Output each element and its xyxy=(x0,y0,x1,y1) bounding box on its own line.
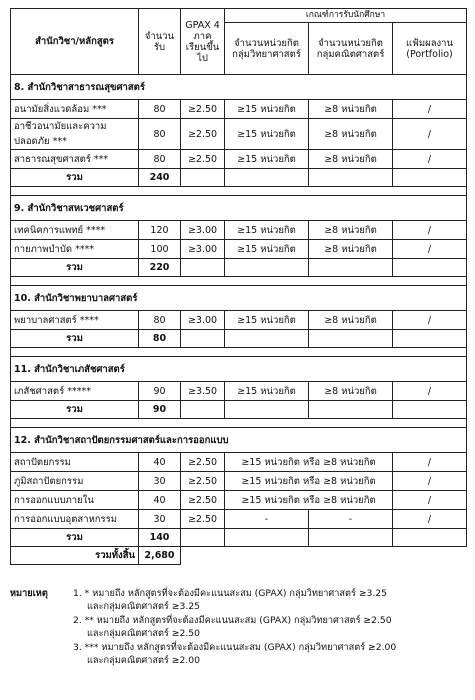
program-name: เทคนิคการแพทย์ **** xyxy=(11,221,139,240)
program-name: อาชีวอนามัยและความปลอดภัย *** xyxy=(11,119,139,150)
total-label: รวม xyxy=(11,529,139,547)
note-line-continued: และกลุ่มคณิตศาสตร์ ≥2.00 xyxy=(87,654,200,666)
header-faculty: สำนักวิชา/หลักสูตร xyxy=(11,9,139,75)
program-name: สาธารณสุขศาสตร์ *** xyxy=(11,150,139,169)
math-credits: ≥8 หน่วยกิต xyxy=(309,100,393,119)
program-name: อนามัยสิ่งแวดล้อม *** xyxy=(11,100,139,119)
note-item xyxy=(73,615,463,640)
portfolio-mark: / xyxy=(393,491,467,510)
note-line: 1. * หมายถึง หลักสูตรที่จะต้องมีคะแนนสะสม (GPAX) กลุ่มวิทยาศาสตร์ ≥3.25 xyxy=(73,588,387,599)
note-item xyxy=(73,588,463,613)
quota: 120 xyxy=(139,221,181,240)
header-portfolio: แฟ้มผลงาน (Portfolio) xyxy=(393,23,467,75)
sci-credits: ≥15 หน่วยกิต xyxy=(225,150,309,169)
portfolio-mark: / xyxy=(393,150,467,169)
total-label: รวม xyxy=(11,330,139,348)
gpax: ≥2.50 xyxy=(181,150,225,169)
header-quota: จำนวนรับ xyxy=(139,9,181,75)
note-item xyxy=(73,642,463,667)
portfolio-mark: / xyxy=(393,510,467,529)
gpax: ≥3.00 xyxy=(181,221,225,240)
quota: 40 xyxy=(139,491,181,510)
header-criteria: เกณฑ์การรับนักศึกษา xyxy=(225,9,467,23)
gpax: ≥3.50 xyxy=(181,382,225,401)
total-label: รวม xyxy=(11,259,139,277)
sci-credits: ≥15 หน่วยกิต xyxy=(225,221,309,240)
quota: 30 xyxy=(139,510,181,529)
program-name: กายภาพบำบัด **** xyxy=(11,240,139,259)
section-title: 10. สำนักวิชาพยาบาลศาสตร์ xyxy=(11,286,467,311)
credits-combined: ≥15 หน่วยกิต หรือ ≥8 หน่วยกิต xyxy=(225,453,393,472)
math-credits: ≥8 หน่วยกิต xyxy=(309,240,393,259)
header-math-credits: จำนวนหน่วยกิตกลุ่มคณิตศาสตร์ xyxy=(309,23,393,75)
quota: 80 xyxy=(139,100,181,119)
math-credits: ≥8 หน่วยกิต xyxy=(309,382,393,401)
portfolio-mark: / xyxy=(393,100,467,119)
gpax: ≥2.50 xyxy=(181,453,225,472)
notes-heading: หมายเหตุ xyxy=(10,588,48,599)
portfolio-mark: / xyxy=(393,472,467,491)
gpax: ≥2.50 xyxy=(181,510,225,529)
total-value: 80 xyxy=(139,330,181,348)
math-credits: ≥8 หน่วยกิต xyxy=(309,150,393,169)
program-name: การออกแบบอุตสาหกรรม xyxy=(11,510,139,529)
portfolio-mark: / xyxy=(393,382,467,401)
gpax: ≥2.50 xyxy=(181,491,225,510)
total-value: 220 xyxy=(139,259,181,277)
total-value: 90 xyxy=(139,401,181,419)
total-value: 140 xyxy=(139,529,181,547)
gpax: ≥2.50 xyxy=(181,472,225,491)
sci-credits: ≥15 หน่วยกิต xyxy=(225,100,309,119)
sci-credits: ≥15 หน่วยกิต xyxy=(225,382,309,401)
quota: 40 xyxy=(139,453,181,472)
portfolio-mark: / xyxy=(393,240,467,259)
portfolio-mark: / xyxy=(393,311,467,330)
sci-credits: ≥15 หน่วยกิต xyxy=(225,311,309,330)
portfolio-mark: / xyxy=(393,221,467,240)
gpax: ≥2.50 xyxy=(181,100,225,119)
section-title: 12. สำนักวิชาสถาปัตยกรรมศาสตร์และการออกแบบ xyxy=(11,428,467,453)
note-line: 3. *** หมายถึง หลักสูตรที่จะต้องมีคะแนนสะสม (GPAX) กลุ่มวิทยาศาสตร์ ≥2.00 xyxy=(73,642,397,653)
gpax: ≥2.50 xyxy=(181,119,225,150)
sci-credits: ≥15 หน่วยกิต xyxy=(225,240,309,259)
grand-total-label: รวมทั้งสิ้น xyxy=(11,547,139,565)
math-credits: ≥8 หน่วยกิต xyxy=(309,311,393,330)
grand-total-value: 2,680 xyxy=(139,547,181,565)
program-name: พยาบาลศาสตร์ **** xyxy=(11,311,139,330)
portfolio-mark: / xyxy=(393,119,467,150)
credits-combined: ≥15 หน่วยกิต หรือ ≥8 หน่วยกิต xyxy=(225,491,393,510)
note-line: 2. ** หมายถึง หลักสูตรที่จะต้องมีคะแนนสะสม (GPAX) กลุ่มวิทยาศาสตร์ ≥2.50 xyxy=(73,615,392,626)
notes-list xyxy=(73,588,463,669)
math-credits: ≥8 หน่วยกิต xyxy=(309,221,393,240)
program-name: สถาปัตยกรรม xyxy=(11,453,139,472)
math-credits: - xyxy=(309,510,393,529)
header-sci-credits: จำนวนหน่วยกิตกลุ่มวิทยาศาสตร์ xyxy=(225,23,309,75)
math-credits: ≥8 หน่วยกิต xyxy=(309,119,393,150)
total-label: รวม xyxy=(11,169,139,187)
quota: 100 xyxy=(139,240,181,259)
program-name: เภสัชศาสตร์ ***** xyxy=(11,382,139,401)
admission-criteria-table xyxy=(10,8,467,565)
sci-credits: - xyxy=(225,510,309,529)
gpax: ≥3.00 xyxy=(181,240,225,259)
portfolio-mark: / xyxy=(393,453,467,472)
credits-combined: ≥15 หน่วยกิต หรือ ≥8 หน่วยกิต xyxy=(225,472,393,491)
total-value: 240 xyxy=(139,169,181,187)
program-name: การออกแบบภายใน xyxy=(11,491,139,510)
quota: 80 xyxy=(139,311,181,330)
section-title: 8. สำนักวิชาสาธารณสุขศาสตร์ xyxy=(11,75,467,100)
quota: 80 xyxy=(139,150,181,169)
note-line-continued: และกลุ่มคณิตศาสตร์ ≥3.25 xyxy=(87,600,200,612)
section-title: 11. สำนักวิชาเภสัชศาสตร์ xyxy=(11,357,467,382)
total-label: รวม xyxy=(11,401,139,419)
gpax: ≥3.00 xyxy=(181,311,225,330)
quota: 90 xyxy=(139,382,181,401)
header-gpax: GPAX 4 ภาคเรียนขึ้นไป xyxy=(181,9,225,75)
note-line-continued: และกลุ่มคณิตศาสตร์ ≥2.50 xyxy=(87,627,200,639)
program-name: ภูมิสถาปัตยกรรม xyxy=(11,472,139,491)
quota: 30 xyxy=(139,472,181,491)
quota: 80 xyxy=(139,119,181,150)
sci-credits: ≥15 หน่วยกิต xyxy=(225,119,309,150)
section-title: 9. สำนักวิชาสหเวชศาสตร์ xyxy=(11,196,467,221)
